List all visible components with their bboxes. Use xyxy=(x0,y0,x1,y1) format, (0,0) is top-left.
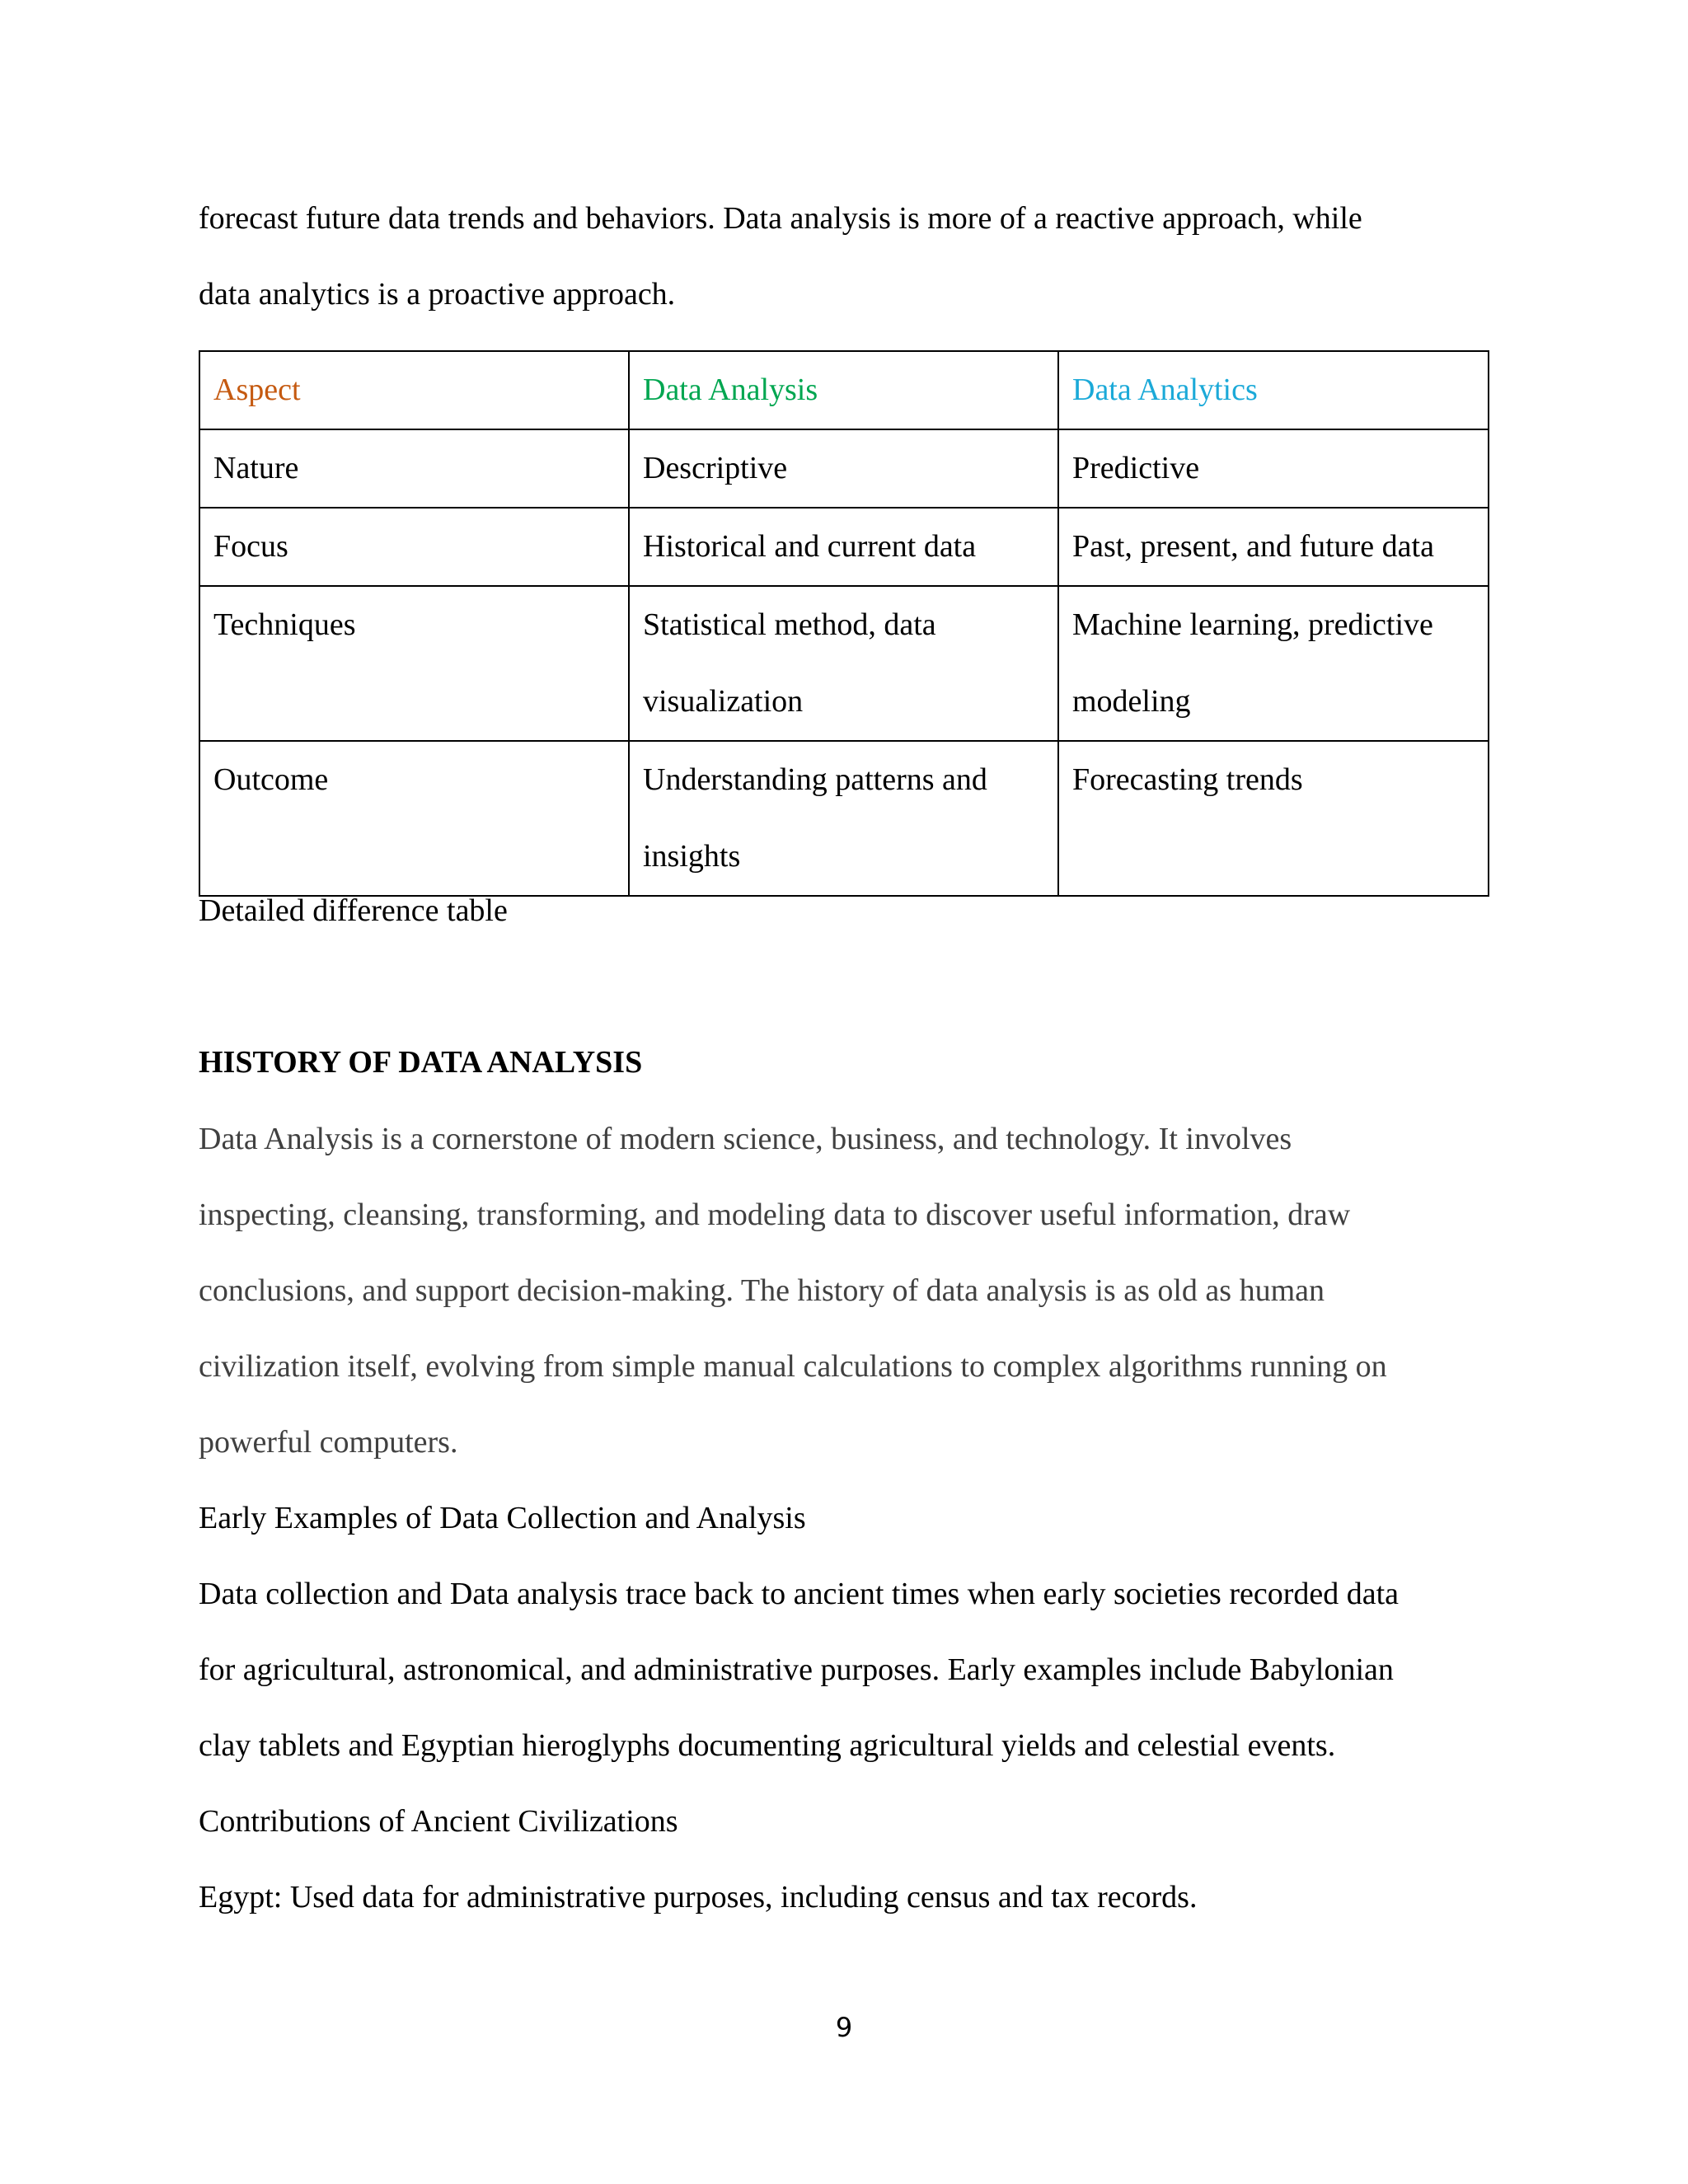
table-cell xyxy=(629,741,1058,896)
table-row xyxy=(199,741,1489,896)
cell-aspect: Nature xyxy=(213,451,299,485)
early-examples-heading: Early Examples of Data Collection and Analysis xyxy=(199,1501,806,1535)
table-caption: Detailed difference table xyxy=(199,893,508,928)
cell-data-analytics: Forecasting trends xyxy=(1072,762,1303,797)
history-paragraph-line: Data Analysis is a cornerstone of modern science, business, and technology. It involves xyxy=(199,1122,1292,1156)
table-cell xyxy=(1058,429,1489,508)
page-number: 9 xyxy=(835,2012,853,2043)
cell-data-analytics: Machine learning, predictive modeling xyxy=(1072,607,1433,719)
table-row xyxy=(199,586,1489,741)
history-paragraph-line: inspecting, cleansing, transforming, and modeling data to discover useful information, draw xyxy=(199,1197,1351,1232)
table-cell xyxy=(629,508,1058,586)
cell-data-analysis: Descriptive xyxy=(643,451,788,485)
history-paragraph-line: conclusions, and support decision-making. The history of data analysis is as old as human xyxy=(199,1273,1325,1308)
history-paragraph-line: civilization itself, evolving from simple manual calculations to complex algorithms running on xyxy=(199,1349,1387,1384)
cell-aspect: Techniques xyxy=(213,607,356,642)
table-cell xyxy=(629,429,1058,508)
table-cell xyxy=(199,429,629,508)
table-cell xyxy=(1058,508,1489,586)
cell-data-analysis: Understanding patterns and insights xyxy=(643,762,987,874)
early-examples-line: for agricultural, astronomical, and administrative purposes. Early examples include Babylonian xyxy=(199,1652,1394,1687)
contributions-heading: Contributions of Ancient Civilizations xyxy=(199,1804,678,1839)
intro-line-1: forecast future data trends and behaviors. Data analysis is more of a reactive approach, while xyxy=(199,201,1362,236)
header-cell-data-analytics xyxy=(1058,351,1489,429)
egypt-line: Egypt: Used data for administrative purposes, including census and tax records. xyxy=(199,1880,1198,1915)
cell-data-analytics: Past, present, and future data xyxy=(1072,529,1434,564)
table-row xyxy=(199,429,1489,508)
cell-aspect: Outcome xyxy=(213,762,329,797)
table-cell xyxy=(199,508,629,586)
cell-data-analysis: Historical and current data xyxy=(643,529,977,564)
header-data-analysis: Data Analysis xyxy=(643,373,818,407)
history-paragraph-line: powerful computers. xyxy=(199,1425,458,1460)
table-cell xyxy=(1058,586,1489,741)
table-cell xyxy=(629,586,1058,741)
cell-data-analytics: Predictive xyxy=(1072,451,1200,485)
difference-table xyxy=(199,350,1489,897)
header-cell-aspect xyxy=(199,351,629,429)
header-data-analytics: Data Analytics xyxy=(1072,373,1258,407)
section-heading: HISTORY OF DATA ANALYSIS xyxy=(199,1045,643,1080)
table-cell xyxy=(199,586,629,741)
table-header-row xyxy=(199,351,1489,429)
table-cell xyxy=(199,741,629,896)
table-row xyxy=(199,508,1489,586)
early-examples-line: Data collection and Data analysis trace back to ancient times when early societies recorded data xyxy=(199,1577,1400,1611)
table-cell xyxy=(1058,741,1489,896)
header-cell-data-analysis xyxy=(629,351,1058,429)
cell-data-analysis: Statistical method, data visualization xyxy=(643,607,936,719)
cell-aspect: Focus xyxy=(213,529,288,564)
intro-line-2: data analytics is a proactive approach. xyxy=(199,277,676,312)
header-aspect: Aspect xyxy=(213,373,301,407)
early-examples-line: clay tablets and Egyptian hieroglyphs documenting agricultural yields and celestial events. xyxy=(199,1728,1336,1763)
